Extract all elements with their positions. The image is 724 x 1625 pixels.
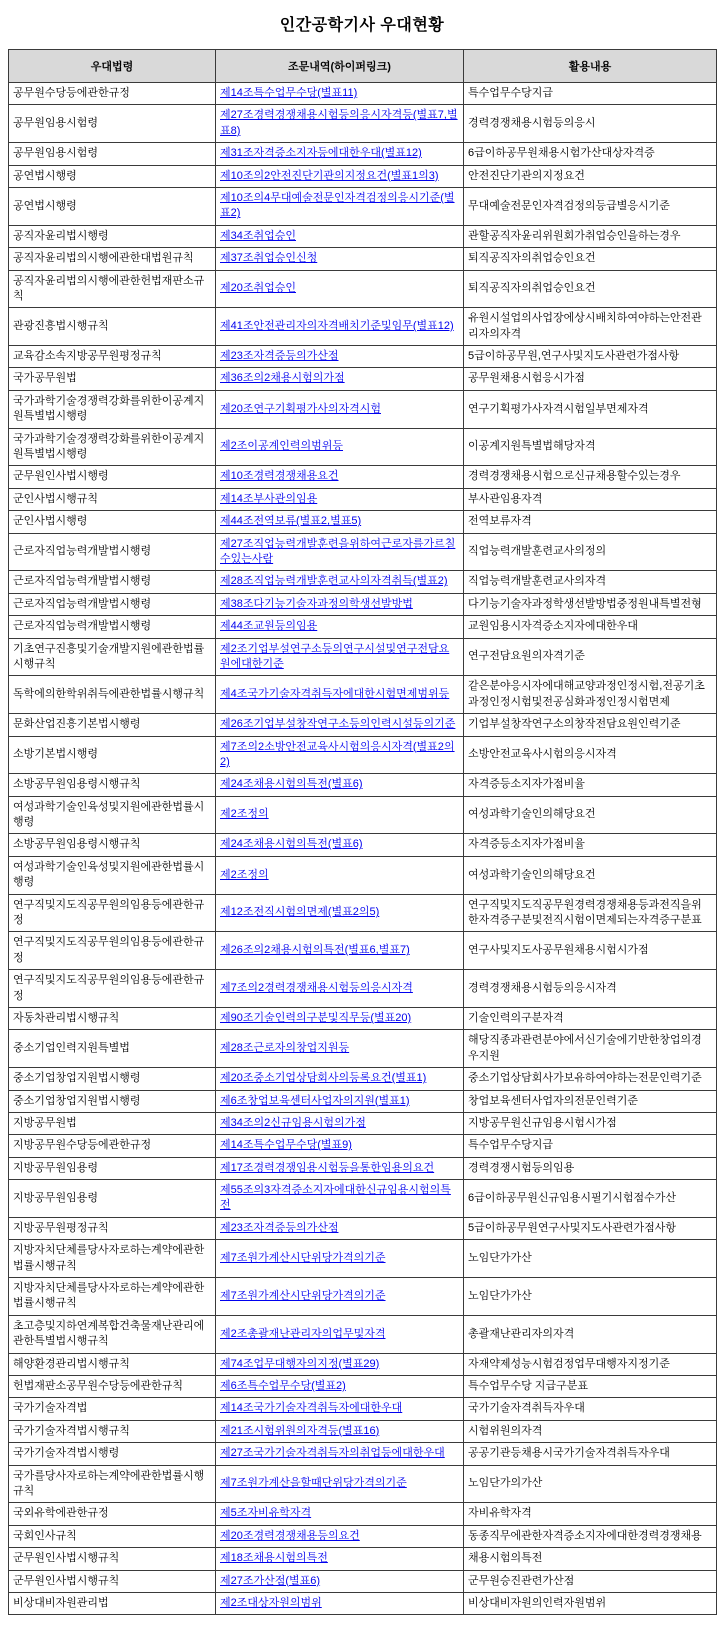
usage-cell: 직업능력개발훈련교사의자격 <box>464 571 717 593</box>
article-cell <box>216 1278 464 1316</box>
law-cell: 근로자직업능력개발법시행령 <box>9 616 216 638</box>
article-link[interactable]: 제38조다기능기술자과정의학생선발방법 <box>220 597 413 610</box>
article-link[interactable]: 제6조특수업무수당(별표2) <box>220 1380 346 1392</box>
article-cell <box>216 593 464 615</box>
law-cell: 관광진흥법시행규칙 <box>9 308 216 346</box>
table-row <box>9 488 717 510</box>
article-cell <box>216 676 464 714</box>
article-link[interactable]: 제90조기술인력의구분및직무등(별표20) <box>220 1011 412 1024</box>
table-row <box>9 1180 717 1218</box>
law-cell: 공연법시행령 <box>9 187 216 225</box>
usage-cell: 무대예술전문인자격검정의등급별응시기준 <box>464 187 717 225</box>
article-link[interactable]: 제2조정의 <box>220 868 269 881</box>
article-link[interactable]: 제12조전직시험의면제(별표2의5) <box>220 906 380 919</box>
law-cell: 지방자치단체를당사자로하는계약에관한법률시행규칙 <box>9 1278 216 1316</box>
article-cell <box>216 774 464 796</box>
usage-cell: 이공계지원특별법해당자격 <box>464 428 717 466</box>
table-row <box>9 533 717 571</box>
table-row <box>9 1007 717 1029</box>
article-link[interactable]: 제23조자격증등의가산점 <box>220 1221 339 1234</box>
table-row <box>9 1548 717 1570</box>
usage-cell: 경력경쟁채용시험등의응시 <box>464 105 717 143</box>
table-row <box>9 736 717 774</box>
law-cell: 근로자직업능력개발법시행령 <box>9 593 216 615</box>
table-header-row <box>9 50 717 83</box>
table-row <box>9 368 717 390</box>
table-row <box>9 970 717 1008</box>
article-link[interactable]: 제74조업무대행자의지정(별표29) <box>220 1357 380 1370</box>
usage-cell: 여성과학기술인의해당요건 <box>464 796 717 834</box>
table-row <box>9 1157 717 1179</box>
article-link[interactable]: 제27조가산점(별표6) <box>220 1574 321 1587</box>
article-link[interactable]: 제27조직업능력개발훈련을위하여근로자를가르칠수있는사람 <box>220 537 456 565</box>
law-cell: 중소기업인력지원특별법 <box>9 1030 216 1068</box>
article-link[interactable]: 제14조국가기술자격취득자에대한우대 <box>220 1402 403 1415</box>
article-link[interactable]: 제44조교원등의임용 <box>220 620 318 633</box>
law-cell: 지방자치단체를당사자로하는계약에관한법률시행규칙 <box>9 1240 216 1278</box>
law-cell: 초고층및지하연계복합건축물재난관리에관한특별법시행규칙 <box>9 1315 216 1353</box>
usage-cell: 기술인력의구분자격 <box>464 1007 717 1029</box>
article-cell <box>216 1398 464 1420</box>
article-link[interactable]: 제24조채용시험의특전(별표6) <box>220 778 363 791</box>
law-cell: 군무원인사법시행령 <box>9 466 216 488</box>
law-cell: 기초연구진흥및기술개발지원에관한법률시행규칙 <box>9 638 216 676</box>
table-row <box>9 1030 717 1068</box>
usage-cell: 특수업무수당 지급구분표 <box>464 1376 717 1398</box>
article-cell <box>216 428 464 466</box>
table-row <box>9 1465 717 1503</box>
usage-cell: 기업부설창작연구소의창작전담요원인력기준 <box>464 714 717 736</box>
article-cell <box>216 165 464 187</box>
preference-table <box>8 49 717 1615</box>
table-row <box>9 270 717 308</box>
article-link[interactable]: 제2조이공계인력의범위등 <box>220 440 344 453</box>
article-link[interactable]: 제34조취업승인 <box>220 229 296 242</box>
usage-cell: 여성과학기술인의해당요건 <box>464 856 717 894</box>
article-cell <box>216 571 464 593</box>
law-cell: 지방공무원수당등에관한규정 <box>9 1135 216 1157</box>
usage-cell: 부사관임용자격 <box>464 488 717 510</box>
usage-cell: 5급이하공무원,연구사및지도사관련가점사항 <box>464 346 717 368</box>
article-cell <box>216 1068 464 1090</box>
table-row <box>9 676 717 714</box>
usage-cell: 노임단가의가산 <box>464 1465 717 1503</box>
table-row <box>9 143 717 165</box>
article-cell <box>216 1112 464 1134</box>
article-link[interactable]: 제20조경력경쟁채용등의요건 <box>220 1529 360 1542</box>
law-cell: 군인사법시행령 <box>9 511 216 533</box>
law-cell: 국가기술자격법 <box>9 1398 216 1420</box>
article-link[interactable]: 제31조자격증소지자등에대한우대(별표12) <box>220 147 422 160</box>
article-link[interactable]: 제2조대상자원의범위 <box>220 1596 322 1609</box>
law-cell: 공직자윤리법시행령 <box>9 225 216 247</box>
article-link[interactable]: 제10조의2안전진단기관의지정요건(별표1의3) <box>220 169 439 182</box>
article-link[interactable]: 제7조원가계산시단위당가격의기준 <box>220 1289 386 1302</box>
law-cell: 비상대비자원관리법 <box>9 1592 216 1614</box>
article-cell <box>216 1030 464 1068</box>
article-cell <box>216 466 464 488</box>
article-link[interactable]: 제10조의4무대예술전문인자격검정의응시기준(별표2) <box>220 191 455 220</box>
article-cell <box>216 368 464 390</box>
law-cell: 교육감소속지방공무원평정규칙 <box>9 346 216 368</box>
article-link[interactable]: 제17조경력경쟁임용시험등을통한임용의요건 <box>220 1161 435 1174</box>
article-cell <box>216 932 464 970</box>
usage-cell: 연구직및지도직공무원경력경쟁채용등과전직을위한자격증구분및전직시험이면제되는자격증구분표 <box>464 894 717 932</box>
article-link[interactable]: 제2조정의 <box>220 808 269 821</box>
usage-cell: 공공기관등채용시국가기술자격취득자우대 <box>464 1443 717 1465</box>
article-cell <box>216 970 464 1008</box>
article-cell <box>216 1465 464 1503</box>
table-row <box>9 1068 717 1090</box>
article-cell <box>216 248 464 270</box>
article-cell <box>216 83 464 105</box>
usage-cell: 직업능력개발훈련교사의정의 <box>464 533 717 571</box>
law-cell: 공직자윤리법의시행에관한헌법재판소규칙 <box>9 270 216 308</box>
article-cell <box>216 796 464 834</box>
usage-cell: 비상대비자원의인력자원범위 <box>464 1592 717 1614</box>
table-row <box>9 428 717 466</box>
table-row <box>9 1376 717 1398</box>
law-cell: 근로자직업능력개발법시행령 <box>9 571 216 593</box>
table-row <box>9 1278 717 1316</box>
table-row <box>9 856 717 894</box>
law-cell: 근로자직업능력개발법시행령 <box>9 533 216 571</box>
article-link[interactable]: 제5조자비유학자격 <box>220 1507 312 1520</box>
table-row <box>9 1570 717 1592</box>
law-cell: 국외유학에관한규정 <box>9 1503 216 1525</box>
header-usage: 활용내용 <box>464 50 717 83</box>
table-row <box>9 894 717 932</box>
article-link[interactable]: 제14조부사관의임용 <box>220 492 318 505</box>
law-cell: 여성과학기술인육성및지원에관한법률시행령 <box>9 856 216 894</box>
article-cell <box>216 270 464 308</box>
article-cell <box>216 1353 464 1375</box>
table-row <box>9 1112 717 1134</box>
law-cell: 공연법시행령 <box>9 165 216 187</box>
table-row <box>9 1135 717 1157</box>
article-cell <box>216 1240 464 1278</box>
usage-cell: 특수업무수당지급 <box>464 83 717 105</box>
usage-cell: 공무원채용시험응시가점 <box>464 368 717 390</box>
table-row <box>9 932 717 970</box>
law-cell: 소방기본법시행령 <box>9 736 216 774</box>
article-link[interactable]: 제20조취업승인 <box>220 282 296 295</box>
usage-cell: 퇴직공직자의취업승인요건 <box>464 270 717 308</box>
article-link[interactable]: 제20조연구기획평가사의자격시험 <box>220 402 381 415</box>
usage-cell: 시험위원의자격 <box>464 1420 717 1442</box>
article-cell <box>216 1420 464 1442</box>
article-link[interactable]: 제7조원가계산시단위당가격의기준 <box>220 1251 386 1264</box>
article-cell <box>216 308 464 346</box>
table-row <box>9 105 717 143</box>
table-row <box>9 511 717 533</box>
law-cell: 국가과학기술경쟁력강화를위한이공계지원특별법시행령 <box>9 390 216 428</box>
usage-cell: 연구전담요원의자격기준 <box>464 638 717 676</box>
article-link[interactable]: 제7조의2소방안전교육사시험의응시자격(별표2의2) <box>220 740 455 768</box>
law-cell: 소방공무원임용령시행규칙 <box>9 834 216 856</box>
usage-cell: 관할공직자윤리위원회가취업승인을하는경우 <box>464 225 717 247</box>
usage-cell: 교원임용시자격증소지자에대한우대 <box>464 616 717 638</box>
table-row <box>9 390 717 428</box>
law-cell: 지방공무원평정규칙 <box>9 1217 216 1239</box>
table-row <box>9 796 717 834</box>
law-cell: 여성과학기술인육성및지원에관한법률시행령 <box>9 796 216 834</box>
table-row <box>9 248 717 270</box>
usage-cell: 군무원승진관련가산점 <box>464 1570 717 1592</box>
table-row <box>9 1353 717 1375</box>
table-row <box>9 714 717 736</box>
usage-cell: 자격증등소지자가점비율 <box>464 834 717 856</box>
law-cell: 국회인사규칙 <box>9 1525 216 1547</box>
table-body <box>9 83 717 1615</box>
page-title: 인간공학기사 우대현황 <box>279 17 445 34</box>
table-row <box>9 225 717 247</box>
law-cell: 국가기술자격법시행규칙 <box>9 1420 216 1442</box>
article-link[interactable]: 제2조총괄재난관리자의업무및자격 <box>220 1327 386 1340</box>
law-cell: 중소기업창업지원법시행령 <box>9 1068 216 1090</box>
article-cell <box>216 390 464 428</box>
usage-cell: 노임단가가산 <box>464 1278 717 1316</box>
article-cell <box>216 1135 464 1157</box>
usage-cell: 자격증등소지자가점비율 <box>464 774 717 796</box>
table-row <box>9 1315 717 1353</box>
table-row <box>9 1090 717 1112</box>
law-cell: 지방공무원법 <box>9 1112 216 1134</box>
law-cell: 국가를당사자로하는계약에관한법률시행규칙 <box>9 1465 216 1503</box>
usage-cell: 특수업무수당지급 <box>464 1135 717 1157</box>
table-row <box>9 1217 717 1239</box>
law-cell: 연구직및지도직공무원의임용등에관한규정 <box>9 932 216 970</box>
header-article: 조문내역(하이퍼링크) <box>216 50 464 83</box>
article-cell <box>216 1007 464 1029</box>
article-link[interactable]: 제26조의2채용시험의특전(별표6,별표7) <box>220 944 410 957</box>
article-link[interactable]: 제23조자격증등의가산점 <box>220 350 339 363</box>
law-cell: 군인사법시행규칙 <box>9 488 216 510</box>
usage-cell: 연구기획평가사자격시험일부면제자격 <box>464 390 717 428</box>
usage-cell: 총괄재난관리자의자격 <box>464 1315 717 1353</box>
table-row <box>9 593 717 615</box>
article-link[interactable]: 제18조채용시험의특전 <box>220 1552 328 1565</box>
article-link[interactable]: 제10조경력경쟁채용요건 <box>220 470 339 483</box>
table-row <box>9 1398 717 1420</box>
law-cell: 소방공무원임용령시행규칙 <box>9 774 216 796</box>
table-row <box>9 834 717 856</box>
article-cell <box>216 1548 464 1570</box>
usage-cell: 다기능기술자과정학생선발방법중정원내특별전형 <box>464 593 717 615</box>
table-row <box>9 187 717 225</box>
table-row <box>9 308 717 346</box>
law-cell: 국가과학기술경쟁력강화를위한이공계지원특별법시행령 <box>9 428 216 466</box>
table-row <box>9 616 717 638</box>
table-row <box>9 638 717 676</box>
table-row <box>9 1443 717 1465</box>
usage-cell: 채용시험의특전 <box>464 1548 717 1570</box>
law-cell: 헌법재판소공무원수당등에관한규칙 <box>9 1376 216 1398</box>
article-cell <box>216 346 464 368</box>
table-row <box>9 165 717 187</box>
law-cell: 국가공무원법 <box>9 368 216 390</box>
law-cell: 자동차관리법시행규칙 <box>9 1007 216 1029</box>
article-link[interactable]: 제26조기업부설창작연구소등의인력시설등의기준 <box>220 718 456 731</box>
article-link[interactable]: 제41조안전관리자의자격배치기준및임무(별표12) <box>220 319 454 332</box>
table-row <box>9 1503 717 1525</box>
law-cell: 독학에의한학위취득에관한법률시행규칙 <box>9 676 216 714</box>
article-link[interactable]: 제44조전역보류(별표2,별표5) <box>220 515 362 528</box>
law-cell: 중소기업창업지원법시행령 <box>9 1090 216 1112</box>
usage-cell: 동종직무에관한자격증소지자에대한경력경쟁채용 <box>464 1525 717 1547</box>
table-row <box>9 1240 717 1278</box>
table-row <box>9 1525 717 1547</box>
usage-cell: 경력경쟁채용시험등의응시자격 <box>464 970 717 1008</box>
article-cell <box>216 1090 464 1112</box>
article-link[interactable]: 제21조시험위원의자격등(별표16) <box>220 1424 380 1437</box>
article-link[interactable]: 제55조의3자격증소지자에대한신규임용시험의특전 <box>220 1184 451 1212</box>
article-cell <box>216 1443 464 1465</box>
usage-cell: 6급이하공무원채용시험가산대상자격증 <box>464 143 717 165</box>
law-cell: 국가기술자격법시행령 <box>9 1443 216 1465</box>
header-law: 우대법령 <box>9 50 216 83</box>
article-cell <box>216 638 464 676</box>
table-row <box>9 774 717 796</box>
law-cell: 연구직및지도직공무원의임용등에관한규정 <box>9 894 216 932</box>
article-cell <box>216 1376 464 1398</box>
law-cell: 공무원임용시험령 <box>9 143 216 165</box>
article-link[interactable]: 제6조창업보육센터사업자의지원(별표1) <box>220 1094 410 1107</box>
table-row <box>9 571 717 593</box>
law-cell: 군무원인사법시행규칙 <box>9 1570 216 1592</box>
article-link[interactable]: 제7조원가계산을할때단위당가격의기준 <box>220 1477 407 1490</box>
article-link[interactable]: 제27조경력경쟁채용시험등의응시자격등(별표7,별표8) <box>220 109 458 137</box>
article-cell <box>216 714 464 736</box>
law-cell: 군무원인사법시행규칙 <box>9 1548 216 1570</box>
law-cell: 공직자윤리법의시행에관한대법원규칙 <box>9 248 216 270</box>
article-link[interactable]: 제37조취업승인신청 <box>220 252 318 265</box>
table-row <box>9 466 717 488</box>
article-link[interactable]: 제24조채용시험의특전(별표6) <box>220 838 363 851</box>
article-cell <box>216 1180 464 1218</box>
law-cell: 해양환경관리법시행규칙 <box>9 1353 216 1375</box>
usage-cell: 창업보육센터사업자의전문인력기준 <box>464 1090 717 1112</box>
law-cell: 연구직및지도직공무원의임용등에관한규정 <box>9 970 216 1008</box>
article-cell <box>216 105 464 143</box>
article-cell <box>216 1315 464 1353</box>
law-cell: 문화산업진흥기본법시행령 <box>9 714 216 736</box>
usage-cell: 6급이하공무원신규임용시필기시험점수가산 <box>464 1180 717 1218</box>
article-cell <box>216 1157 464 1179</box>
usage-cell: 경력경쟁시험등의임용 <box>464 1157 717 1179</box>
article-cell <box>216 1525 464 1547</box>
article-link[interactable]: 제14조특수업무수당(별표11) <box>220 87 358 99</box>
article-cell <box>216 225 464 247</box>
article-cell <box>216 894 464 932</box>
article-cell <box>216 834 464 856</box>
usage-cell: 소방안전교육사시험의응시자격 <box>464 736 717 774</box>
article-link[interactable]: 제2조기업부설연구소등의연구시설및연구전담요원에대한기준 <box>220 642 450 670</box>
usage-cell: 자재약제성능시험검정업무대행자지정기준 <box>464 1353 717 1375</box>
article-link[interactable]: 제36조의2채용시험의가점 <box>220 372 345 385</box>
article-cell <box>216 187 464 225</box>
article-cell <box>216 1570 464 1592</box>
article-link[interactable]: 제34조의2신규임용시험의가점 <box>220 1116 366 1129</box>
usage-cell: 전역보류자격 <box>464 511 717 533</box>
usage-cell: 같은분야응시자에대해교양과정인정시험,전공기초과정인정시험및전공심화과정인정시험면제 <box>464 676 717 714</box>
usage-cell: 해당직종과관련분야에서신기술에기반한창업의경우지원 <box>464 1030 717 1068</box>
usage-cell: 퇴직공직자의취업승인요건 <box>464 248 717 270</box>
article-cell <box>216 616 464 638</box>
table-row <box>9 83 717 105</box>
table-row <box>9 1420 717 1442</box>
usage-cell: 자비유학자격 <box>464 1503 717 1525</box>
article-link[interactable]: 제7조의2경력경쟁채용시험등의응시자격 <box>220 981 413 994</box>
article-cell <box>216 143 464 165</box>
usage-cell: 유원시설업의사업장에상시배치하여야하는안전관리자의자격 <box>464 308 717 346</box>
article-cell <box>216 488 464 510</box>
article-cell <box>216 533 464 571</box>
table-row <box>9 1592 717 1614</box>
article-link[interactable]: 제14조특수업무수당(별표9) <box>220 1139 352 1152</box>
law-cell: 지방공무원임용령 <box>9 1157 216 1179</box>
article-link[interactable]: 제28조직업능력개발훈련교사의자격취득(별표2) <box>220 575 448 588</box>
article-cell <box>216 511 464 533</box>
article-link[interactable]: 제28조근로자의창업지원등 <box>220 1042 350 1055</box>
article-cell <box>216 1217 464 1239</box>
usage-cell: 경력경쟁채용시험으로신규채용할수있는경우 <box>464 466 717 488</box>
article-cell <box>216 736 464 774</box>
law-cell: 공무원수당등에관한규정 <box>9 83 216 105</box>
usage-cell: 안전진단기관의지정요건 <box>464 165 717 187</box>
article-cell <box>216 1503 464 1525</box>
article-link[interactable]: 제4조국가기술자격취득자에대한시험면제범위등 <box>220 688 450 701</box>
article-link[interactable]: 제27조국가기술자격취득자의취업등에대한우대 <box>220 1447 445 1460</box>
usage-cell: 연구사및지도사공무원채용시험시가점 <box>464 932 717 970</box>
usage-cell: 5급이하공무원연구사및지도사관련가점사항 <box>464 1217 717 1239</box>
article-link[interactable]: 제20조중소기업상담회사의등록요건(별표1) <box>220 1072 427 1085</box>
law-cell: 공무원임용시험령 <box>9 105 216 143</box>
article-cell <box>216 856 464 894</box>
usage-cell: 지방공무원신규임용시험시가점 <box>464 1112 717 1134</box>
usage-cell: 중소기업상담회사가보유하여야하는전문인력기준 <box>464 1068 717 1090</box>
law-cell: 지방공무원임용령 <box>9 1180 216 1218</box>
usage-cell: 노임단가가산 <box>464 1240 717 1278</box>
usage-cell: 국가기술자격취득자우대 <box>464 1398 717 1420</box>
article-cell <box>216 1592 464 1614</box>
table-row <box>9 346 717 368</box>
